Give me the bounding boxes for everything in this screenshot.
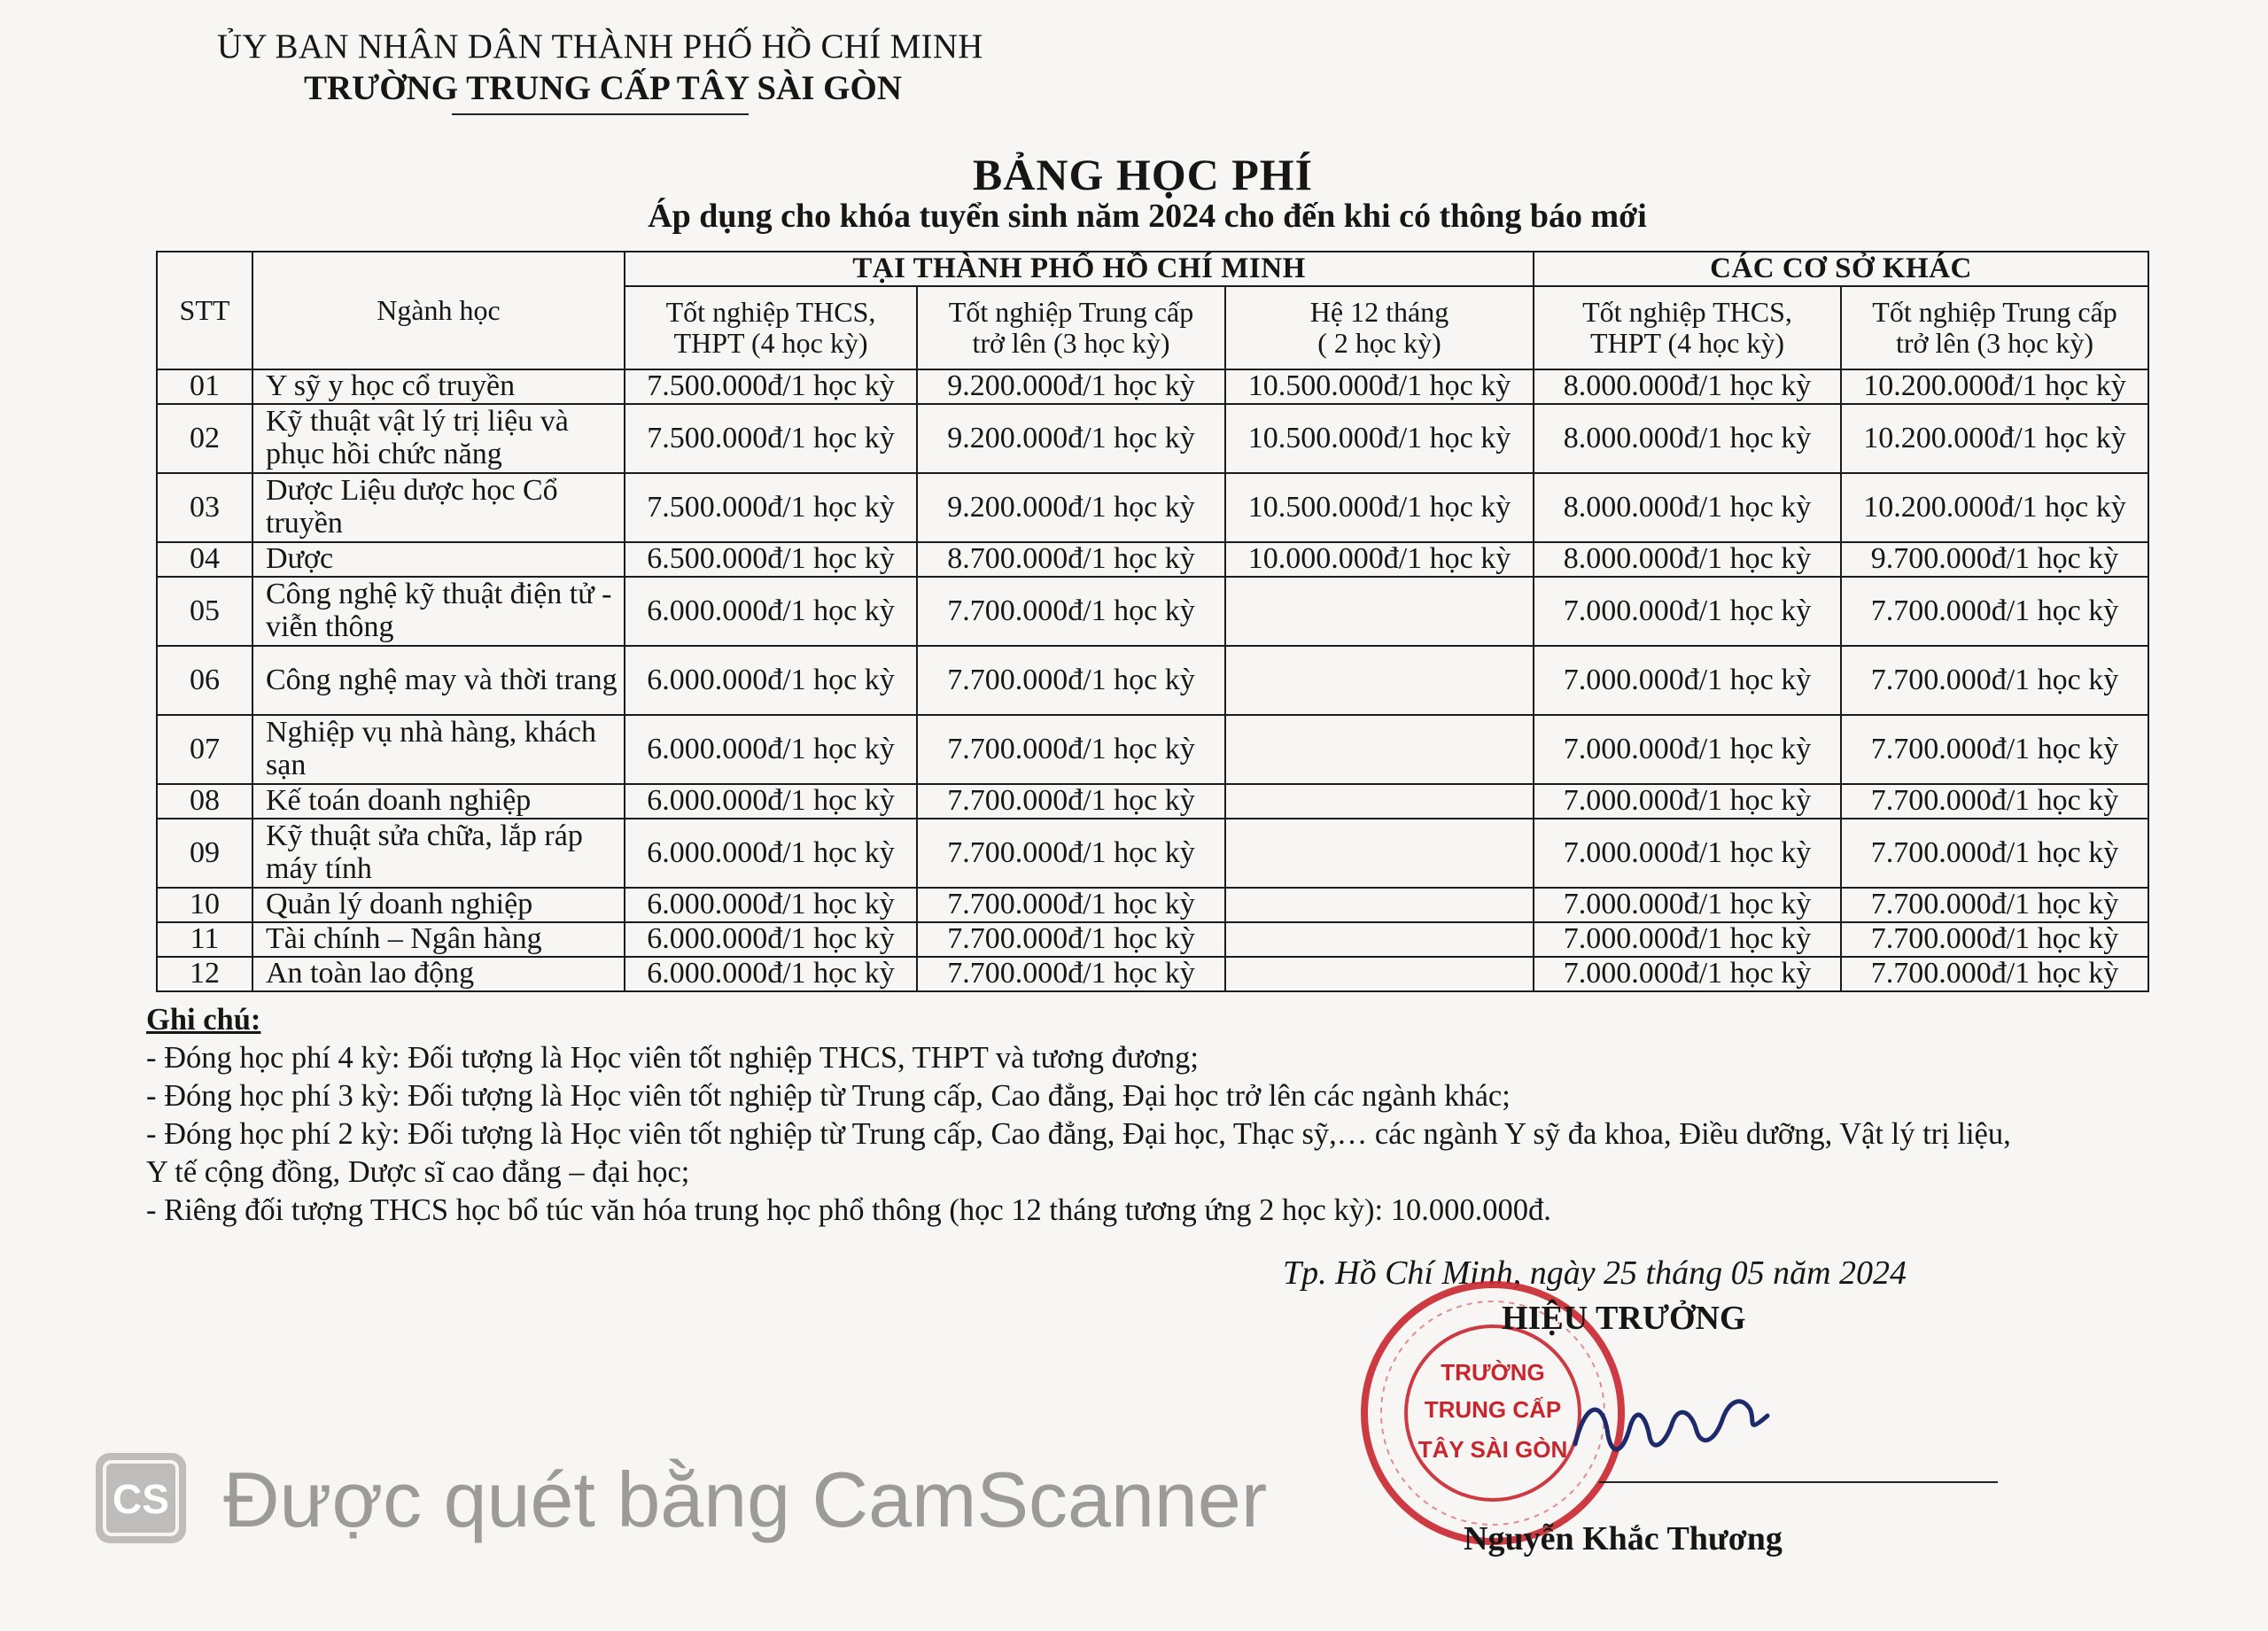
org-parent: ỦY BAN NHÂN DÂN THÀNH PHỐ HỒ CHÍ MINH — [217, 27, 983, 66]
note-item: - Đóng học phí 3 kỳ: Đối tượng là Học viên tốt nghiệp từ Trung cấp, Cao đẳng, Đại học trở lên các ngành khác; — [146, 1079, 1511, 1113]
document-subtitle: Áp dụng cho khóa tuyển sinh năm 2024 cho đến khi có thông báo mới — [648, 198, 1647, 235]
handwritten-signature-icon — [1568, 1382, 1772, 1471]
header-stt: STT — [157, 252, 252, 369]
org-school: TRƯỜNG TRUNG CẤP TÂY SÀI GÒN — [304, 69, 902, 107]
subheader-other-3: Tốt nghiệp Trung cấp trở lên (3 học kỳ) — [1841, 286, 2148, 369]
notes-title: Ghi chú: — [146, 1003, 261, 1037]
signature-underline — [1599, 1481, 1998, 1483]
org-underline — [452, 113, 749, 115]
camscanner-badge-text: CS — [113, 1476, 169, 1522]
table-row: 09 Kỹ thuật sửa chữa, lắp ráp máy tính 6.000.000đ/1 học kỳ 7.700.000đ/1 học kỳ 7.000.000đ/1 học kỳ 7.700.000đ/1 học kỳ — [157, 819, 2148, 888]
document-title: BẢNG HỌC PHÍ — [972, 150, 1314, 199]
subheader-hcm-2: Hệ 12 tháng ( 2 học kỳ) — [1225, 286, 1534, 369]
note-item: Y tế cộng đồng, Dược sĩ cao đẳng – đại học; — [146, 1155, 690, 1189]
note-item: - Đóng học phí 2 kỳ: Đối tượng là Học viên tốt nghiệp từ Trung cấp, Cao đẳng, Đại học, Thạc sỹ,… các ngành Y sỹ đa khoa, Điều dưỡng, Vật lý trị liệu, — [146, 1117, 2011, 1151]
table-row: 06 Công nghệ may và thời trang 6.000.000đ/1 học kỳ 7.700.000đ/1 học kỳ 7.000.000đ/1 học kỳ 7.700.000đ/1 học kỳ — [157, 646, 2148, 715]
table-row: 05 Công nghệ kỹ thuật điện tử - viễn thông 6.000.000đ/1 học kỳ 7.700.000đ/1 học kỳ 7.000.000đ/1 học kỳ 7.700.000đ/1 học kỳ — [157, 577, 2148, 646]
camscanner-watermark: Được quét bằng CamScanner — [223, 1456, 1268, 1543]
notes-section — [146, 1001, 2175, 1230]
header-major: Ngành học — [252, 252, 625, 369]
table-row: 01 Y sỹ y học cổ truyền 7.500.000đ/1 học kỳ 9.200.000đ/1 học kỳ 10.500.000đ/1 học kỳ 8.000.000đ/1 học kỳ 10.200.000đ/1 học kỳ — [157, 369, 2148, 404]
table-row: 03 Dược Liệu dược học Cổ truyền 7.500.000đ/1 học kỳ 9.200.000đ/1 học kỳ 10.500.000đ/1 học kỳ 8.000.000đ/1 học kỳ 10.200.000đ/1 học kỳ — [157, 473, 2148, 542]
table-row: 02 Kỹ thuật vật lý trị liệu và phục hồi chức năng 7.500.000đ/1 học kỳ 9.200.000đ/1 học kỳ 10.500.000đ/1 học kỳ 8.000.000đ/1 học kỳ 10.200.000đ/1 học kỳ — [157, 404, 2148, 473]
signer-name: Nguyễn Khắc Thương — [1464, 1520, 1783, 1557]
subheader-other-4: Tốt nghiệp THCS, THPT (4 học kỳ) — [1534, 286, 1841, 369]
signature-date: Tp. Hồ Chí Minh, ngày 25 tháng 05 năm 2024 — [1283, 1254, 1907, 1292]
header-group-other: CÁC CƠ SỞ KHÁC — [1534, 252, 2148, 286]
table-row: 11 Tài chính – Ngân hàng 6.000.000đ/1 học kỳ 7.700.000đ/1 học kỳ 7.000.000đ/1 học kỳ 7.700.000đ/1 học kỳ — [157, 922, 2148, 957]
table-row: 07 Nghiệp vụ nhà hàng, khách sạn 6.000.000đ/1 học kỳ 7.700.000đ/1 học kỳ 7.000.000đ/1 học kỳ 7.700.000đ/1 học kỳ — [157, 715, 2148, 784]
signer-role: HIỆU TRƯỞNG — [1502, 1300, 1746, 1337]
camscanner-logo-icon — [92, 1449, 190, 1547]
header-group-hcm: TẠI THÀNH PHỐ HỒ CHÍ MINH — [625, 252, 1534, 286]
subheader-hcm-3: Tốt nghiệp Trung cấp trở lên (3 học kỳ) — [917, 286, 1225, 369]
table-row: 12 An toàn lao động 6.000.000đ/1 học kỳ 7.700.000đ/1 học kỳ 7.000.000đ/1 học kỳ 7.700.000đ/1 học kỳ — [157, 957, 2148, 991]
note-item: - Đóng học phí 4 kỳ: Đối tượng là Học viên tốt nghiệp THCS, THPT và tương đương; — [146, 1041, 1199, 1075]
subheader-hcm-4: Tốt nghiệp THCS, THPT (4 học kỳ) — [625, 286, 917, 369]
table-row: 10 Quản lý doanh nghiệp 6.000.000đ/1 học kỳ 7.700.000đ/1 học kỳ 7.000.000đ/1 học kỳ 7.700.000đ/1 học kỳ — [157, 888, 2148, 922]
table-row: 04 Dược 6.500.000đ/1 học kỳ 8.700.000đ/1 học kỳ 10.000.000đ/1 học kỳ 8.000.000đ/1 học kỳ 9.700.000đ/1 học kỳ — [157, 542, 2148, 577]
seal-line-3: TÂY SÀI GÒN — [1418, 1436, 1568, 1463]
fee-table — [156, 251, 2149, 992]
note-item: - Riêng đối tượng THCS học bổ túc văn hóa trung học phổ thông (học 12 tháng tương ứng 2 học kỳ): 10.000.000đ. — [146, 1193, 1551, 1227]
table-row: 08 Kế toán doanh nghiệp 6.000.000đ/1 học kỳ 7.700.000đ/1 học kỳ 7.000.000đ/1 học kỳ 7.700.000đ/1 học kỳ — [157, 784, 2148, 819]
seal-line-2: TRUNG CẤP — [1424, 1396, 1562, 1423]
seal-line-1: TRƯỜNG — [1441, 1359, 1545, 1386]
